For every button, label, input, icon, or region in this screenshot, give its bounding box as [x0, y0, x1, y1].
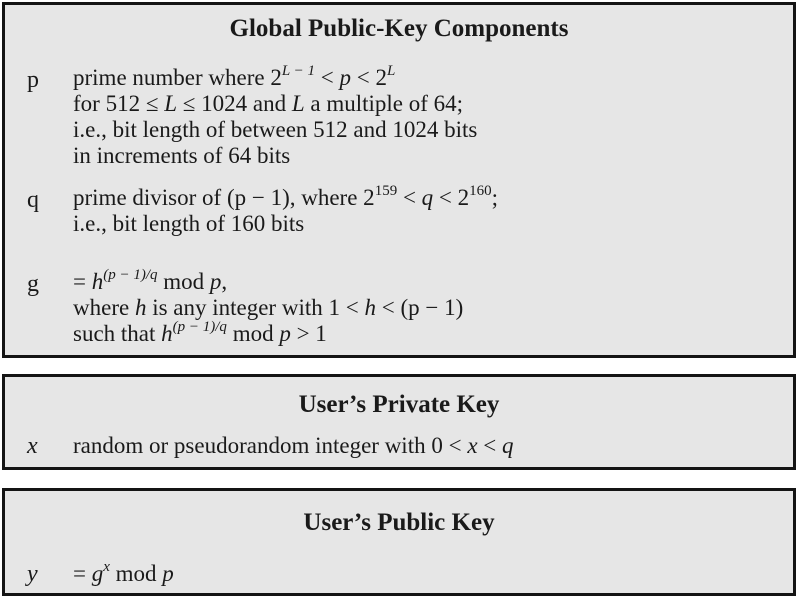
user-public-key-box: [2, 488, 796, 596]
g-line-1: = $h^{(p - 1)/q}$ mod p,: [73, 267, 228, 294]
symbol-g: g: [27, 271, 39, 297]
q-line-1: prime divisor of (p − 1), where $2^{159} < q < 2^{160}$;: [73, 183, 499, 210]
global-title: Global Public-Key Components: [229, 15, 569, 42]
p-line-1: prime number where $2^{L - 1} < p < 2^L$: [73, 63, 396, 90]
public-line: = $g^x$ mod p: [73, 559, 174, 586]
public-title: User’s Public Key: [303, 509, 495, 536]
g-line-3: such that $h^{(p - 1)/q}$ mod p > 1: [73, 319, 327, 346]
private-title: User’s Private Key: [298, 391, 500, 418]
private-line: random or pseudorandom integer with 0 < x < q: [73, 433, 514, 458]
q-line-2: i.e., bit length of 160 bits: [73, 211, 305, 236]
symbol-y: y: [27, 561, 38, 587]
p-line-2: for 512 ≤ L ≤ 1024 and L a multiple of 64;: [73, 91, 464, 116]
p-line-4: in increments of 64 bits: [73, 143, 291, 168]
symbol-x: x: [27, 433, 38, 459]
p-line-3: i.e., bit length of between 512 and 1024 bits: [73, 117, 478, 142]
symbol-p: p: [27, 67, 39, 93]
global-public-key-box: [2, 2, 796, 358]
g-line-2: where h is any integer with 1 < h < (p − 1): [73, 295, 464, 320]
symbol-q: q: [27, 187, 39, 213]
user-private-key-box: [2, 374, 796, 470]
